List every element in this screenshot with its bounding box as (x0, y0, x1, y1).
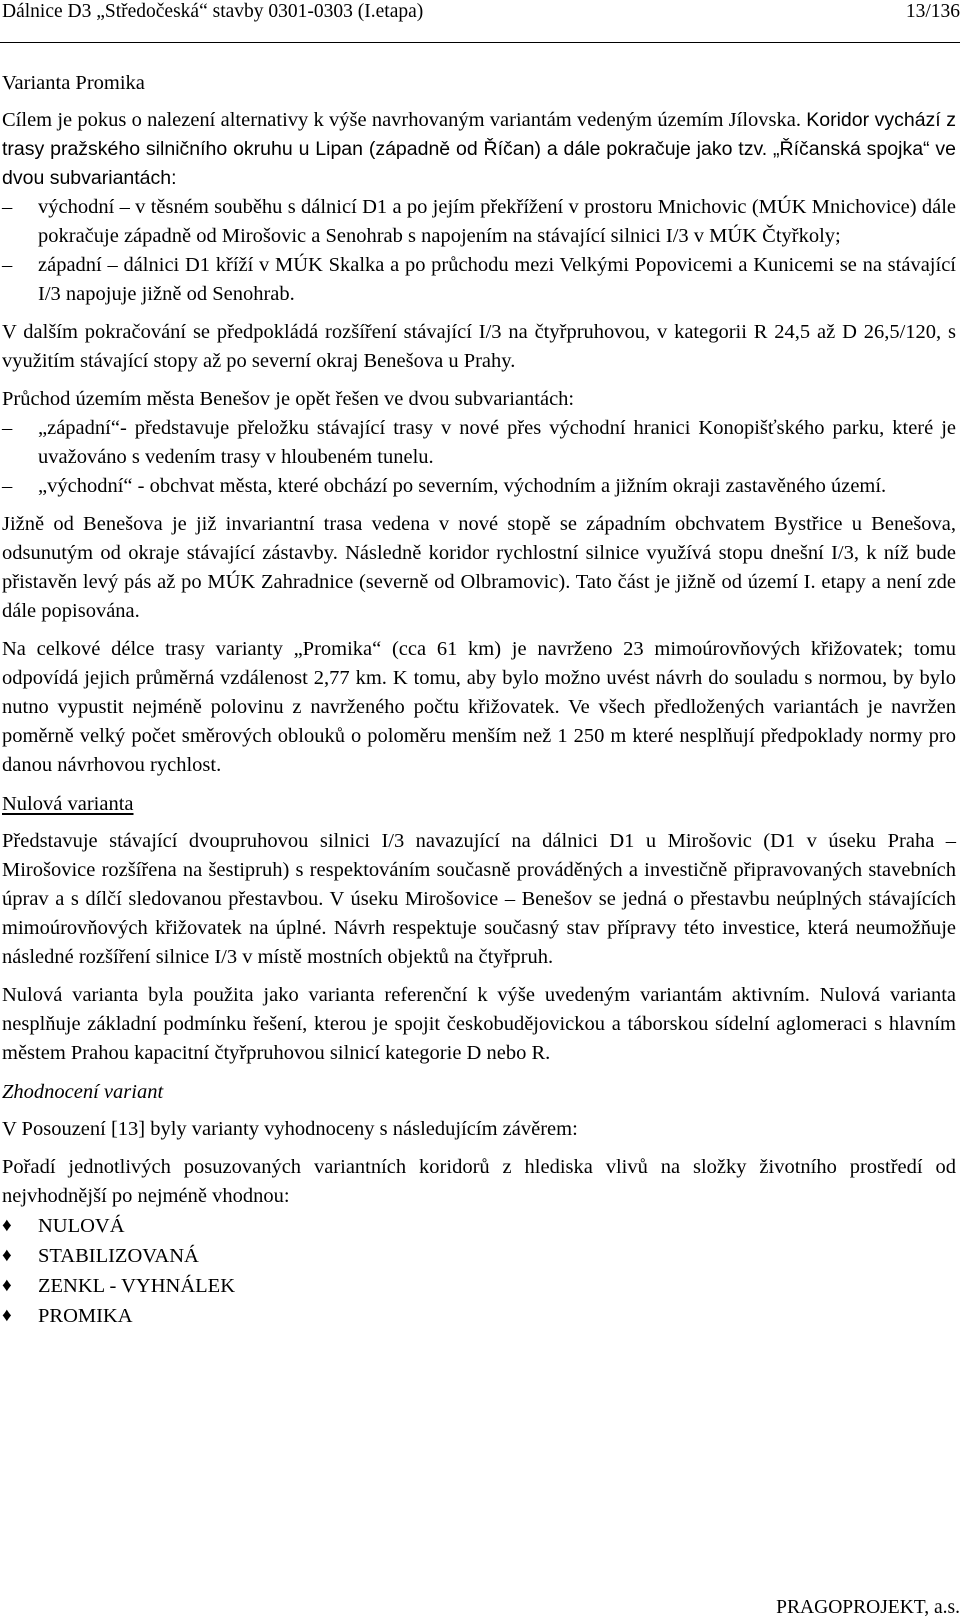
paragraph-evaluation: V Posouzení [13] byly varianty vyhodnoceny s následujícím závěrem: (2, 1118, 578, 1140)
paragraph-intersections: Na celkové délce trasy varianty „Promika“ (cca 61 km) je navrženo 23 mimoúrovňových křižovatek; tomu odpovídá jejich průměrná vzdálenost 2,77 km. K tomu, aby bylo možno uvést návrh do souladu s normou, by bylo nutno vypustit nejméně polovinu z navrženého počtu křižovatek. Ve všech předložených variantách je navržen poměrně velký počet směrových oblouků o poloměru menším než 1 250 m které nesplňují předpoklady normy pro danou návrhovou rychlost. (2, 638, 956, 776)
list-item (2, 472, 956, 501)
list-item-text: východní – v těsném souběhu s dálnicí D1 a po jejím překřížení v prostoru Mnichovic (MÚK Mnichovice) dále pokračuje západně od Mirošovic a Senohrab s napojením na stávající silnici I/3 v MÚK Čtyřkoly; (38, 196, 956, 247)
diamond-bullet-icon: ♦ (2, 1275, 12, 1296)
list-item-text: PROMIKA (38, 1305, 133, 1327)
paragraph-benesov: Průchod územím města Benešov je opět řešen ve dvou subvariantách: (2, 388, 575, 410)
list-item-text: STABILIZOVANÁ (38, 1245, 199, 1267)
list-item-text: ZENKL - VYHNÁLEK (38, 1275, 235, 1297)
page-content (2, 68, 956, 1331)
list-item (2, 1241, 956, 1271)
ranking-list (2, 1211, 956, 1331)
list-item (2, 1271, 956, 1301)
paragraph-ranking-intro: Pořadí jednotlivých posuzovaných variantních koridorů z hlediska vlivů na složky životního prostředí od nejvhodnější po nejméně vhodnou: (2, 1156, 956, 1207)
dash-marker: – (2, 417, 13, 439)
diamond-bullet-icon: ♦ (2, 1305, 12, 1326)
list-item-text: NULOVÁ (38, 1215, 125, 1237)
dash-marker: – (2, 254, 13, 276)
paragraph-promika-intro-part2: Koridor vychází z trasy pražského silničního okruhu u Lipan (západně od Říčan) a dále pokračuje jako tzv. „Říčanská spojka“ ve dvou subvariantách: (2, 109, 957, 189)
list-item (2, 251, 956, 309)
benesov-subvariant-list (2, 414, 956, 501)
diamond-bullet-icon: ♦ (2, 1245, 12, 1266)
section-title-promika: Varianta Promika (2, 72, 145, 94)
list-item-text: „západní“- představuje přeložku stávající trasy v nové přes východní hranici Konopišťského parku, které je uvažováno s vedením trasy v hloubeném tunelu. (38, 417, 956, 468)
paragraph-promika-intro (2, 106, 956, 193)
paragraph-nulova-reference: Nulová varianta byla použita jako varianta referenční k výše uvedeným variantám aktivním. Nulová varianta nesplňuje základní podmínku řešení, kterou je spojit českobudějovickou a táborskou sídelní aglomeraci s hlavním městem Prahou kapacitní čtyřpruhovou silnicí kategorie D nebo R. (2, 984, 956, 1064)
section-title-nulova: Nulová varianta (2, 793, 134, 815)
paragraph-continuation: V dalším pokračování se předpokládá rozšíření stávající I/3 na čtyřpruhovou, v kategorii R 24,5 až D 26,5/120, s využitím stávající stopy až po severní okraj Benešova u Prahy. (2, 321, 956, 372)
list-item (2, 1211, 956, 1241)
paragraph-south-of-benesov: Jižně od Benešova je již invariantní trasa vedena v nové stopě se západním obchvatem Bystřice u Benešova, odsunutým od okraje stávající zástavby. Následně koridor rychlostní silnice využívá stopu dnešní I/3, k níž bude přistavěn levý pás až po MÚK Zahradnice (severně od Olbramovic). Tato část je jižně od území I. etapy a není zde dále popisována. (2, 513, 956, 622)
list-item-text: „východní“ - obchvat města, které obchází po severním, východním a jižním okraji zastavěného území. (38, 475, 887, 497)
list-item (2, 414, 956, 472)
page-number: 13/136 (905, 1, 960, 22)
section-title-evaluation: Zhodnocení variant (2, 1081, 164, 1103)
list-item-text: západní – dálnici D1 kříží v MÚK Skalka a po průchodu mezi Velkými Popovicemi a Kunicemi se na stávající I/3 napojuje jižně od Senohrab. (38, 254, 956, 305)
document-title: Dálnice D3 „Středočeská“ stavby 0301-0303 (I.etapa) (2, 1, 424, 22)
diamond-bullet-icon: ♦ (2, 1215, 12, 1236)
paragraph-nulova-description: Představuje stávající dvoupruhovou silnici I/3 navazující na dálnici D1 u Mirošovic (D1 v úseku Praha – Mirošovice rozšířena na šestipruh) s respektováním současně prováděných a investičně připravovaných stavebních úprav a s dílčí sledovanou přestavbou. V úseku Mirošovice – Benešov se jedná o přestavbu neúplných stávajících mimoúrovňových křižovatek na úplné. Návrh respektuje současný stav přípravy této investice, která neumožňuje následné rozšíření silnice I/3 v místě mostních objektů na čtyřpruh. (2, 830, 956, 968)
subvariant-list (2, 193, 956, 309)
dash-marker: – (2, 475, 13, 497)
page-header (0, 0, 960, 43)
page-footer: PRAGOPROJEKT, a.s. (776, 1597, 960, 1618)
list-item (2, 193, 956, 251)
list-item (2, 1301, 956, 1331)
paragraph-promika-intro-part1: Cílem je pokus o nalezení alternativy k výše navrhovaným variantám vedeným územím Jílovska. (2, 109, 807, 131)
dash-marker: – (2, 196, 13, 218)
